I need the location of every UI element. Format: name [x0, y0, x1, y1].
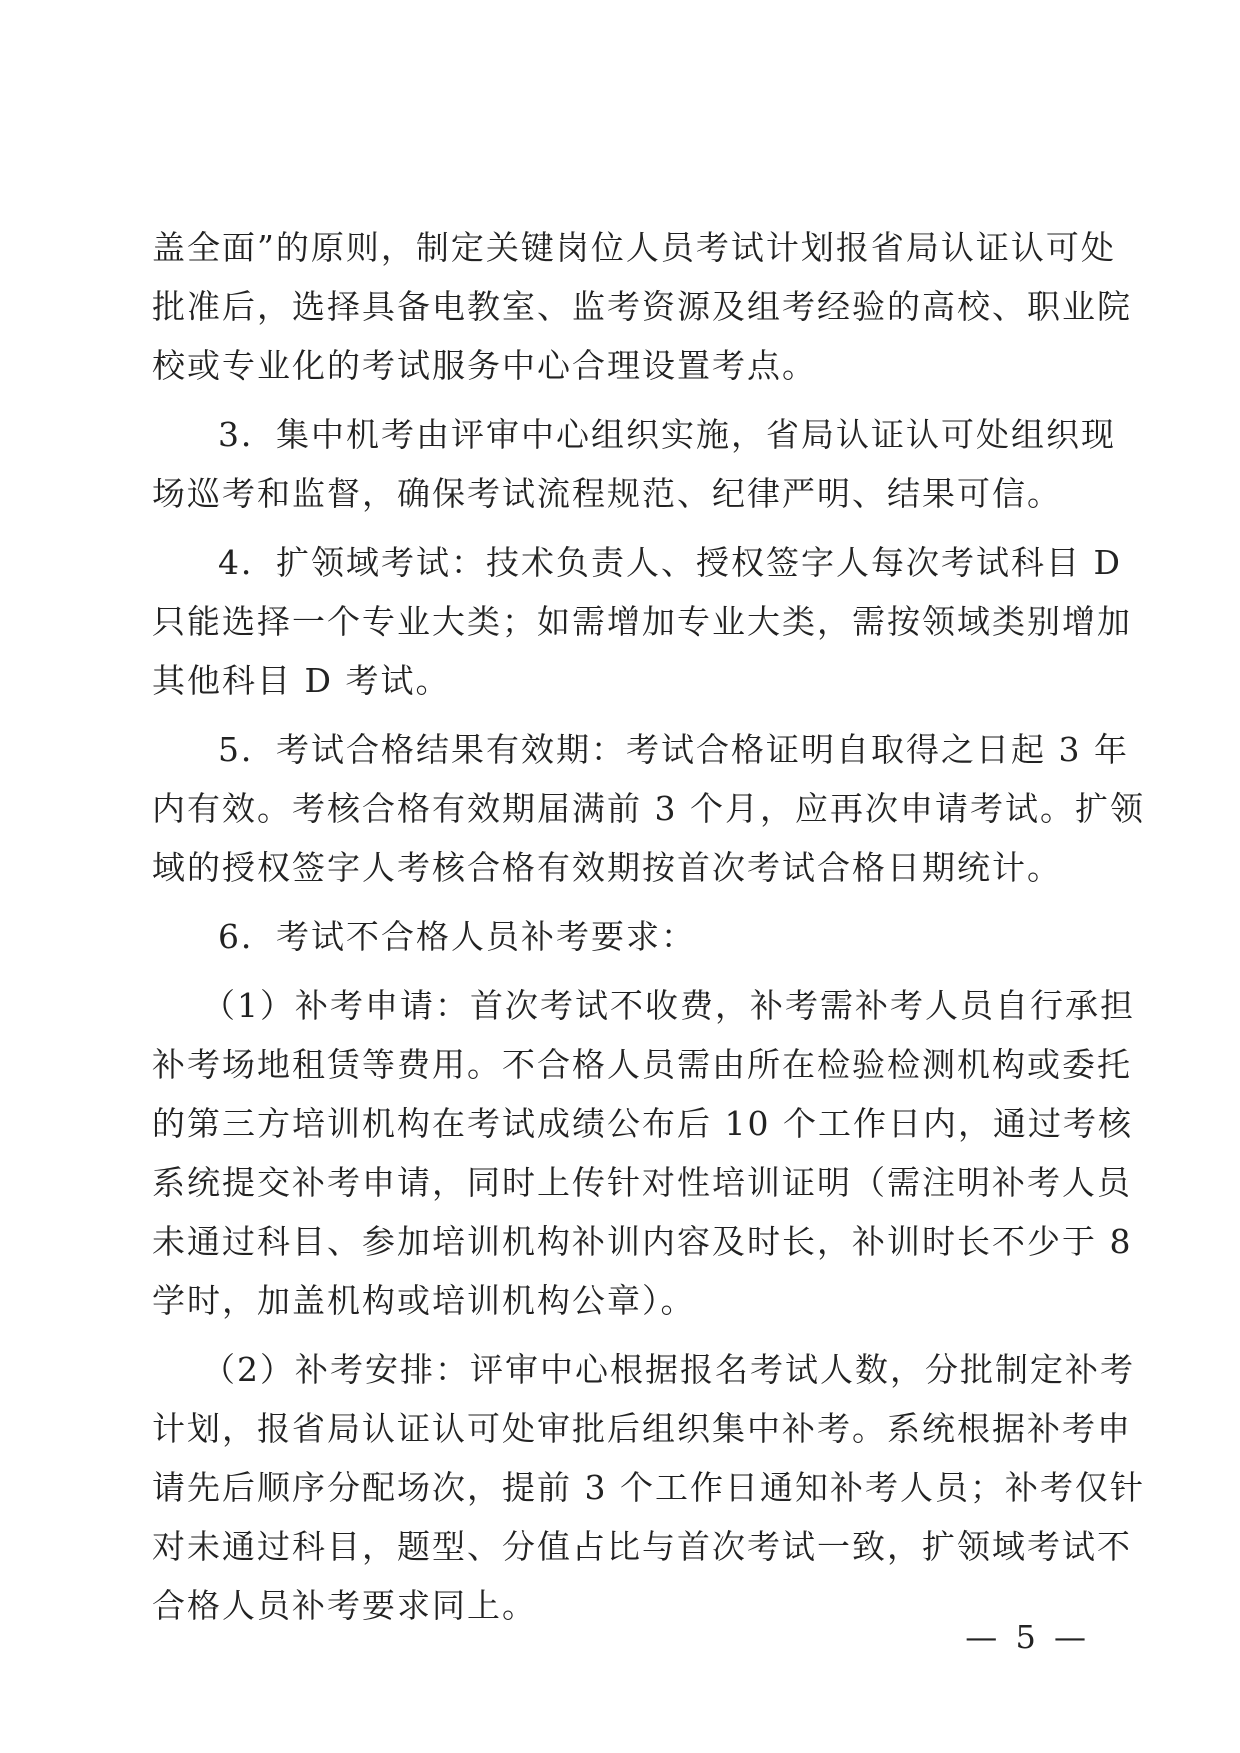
paragraph-item-6-2	[152, 1340, 1145, 1635]
text-line: 3．集中机考由评审中心组织实施，省局认证认可处组织现	[218, 415, 1116, 454]
text-line: 场巡考和监督，确保考试流程规范、纪律严明、结果可信。	[152, 474, 1062, 513]
text-line: 只能选择一个专业大类；如需增加专业大类，需按领域类别增加	[152, 602, 1132, 641]
text-line: 6．考试不合格人员补考要求：	[218, 917, 696, 956]
text-line: 请先后顺序分配场次，提前 3 个工作日通知补考人员；补考仅针	[152, 1468, 1145, 1507]
text-line: 对未通过科目，题型、分值占比与首次考试一致，扩领域考试不	[152, 1527, 1132, 1566]
text-line: 补考场地租赁等费用。不合格人员需由所在检验检测机构或委托	[152, 1045, 1132, 1084]
paragraph-item-6-1	[152, 976, 1135, 1330]
text-line: 4．扩领域考试：技术负责人、授权签字人每次考试科目 D	[218, 543, 1122, 582]
text-line: 盖全面”的原则，制定关键岗位人员考试计划报省局认证认可处	[152, 228, 1116, 267]
text-line: 5．考试合格结果有效期：考试合格证明自取得之日起 3 年	[218, 730, 1129, 769]
text-line: 系统提交补考申请，同时上传针对性培训证明（需注明补考人员	[152, 1163, 1132, 1202]
page-number: — 5 —	[965, 1618, 1090, 1656]
text-line: 校或专业化的考试服务中心合理设置考点。	[152, 346, 817, 385]
paragraph-item-6	[152, 907, 1092, 966]
paragraph-item-4	[152, 533, 1132, 710]
text-line: 学时，加盖机构或培训机构公章）。	[152, 1281, 696, 1320]
paragraph-item-5	[152, 720, 1145, 897]
text-line: 合格人员补考要求同上。	[152, 1586, 537, 1625]
text-line: 其他科目 D 考试。	[152, 661, 451, 700]
text-line: （1）补考申请：首次考试不收费，补考需补考人员自行承担	[202, 986, 1135, 1025]
text-line: 批准后，选择具备电教室、监考资源及组考经验的高校、职业院	[152, 287, 1132, 326]
document-body	[152, 218, 1145, 1645]
text-line: 内有效。考核合格有效期届满前 3 个月，应再次申请考试。扩领	[152, 789, 1145, 828]
paragraph-exam-site-setup	[152, 218, 1132, 395]
text-line: 未通过科目、参加培训机构补训内容及时长，补训时长不少于 8	[152, 1222, 1133, 1261]
text-line: 计划，报省局认证认可处审批后组织集中补考。系统根据补考申	[152, 1409, 1132, 1448]
text-line: 域的授权签字人考核合格有效期按首次考试合格日期统计。	[152, 848, 1062, 887]
text-line: （2）补考安排：评审中心根据报名考试人数，分批制定补考	[202, 1350, 1135, 1389]
text-line: 的第三方培训机构在考试成绩公布后 10 个工作日内，通过考核	[152, 1104, 1133, 1143]
paragraph-item-3	[152, 405, 1116, 523]
